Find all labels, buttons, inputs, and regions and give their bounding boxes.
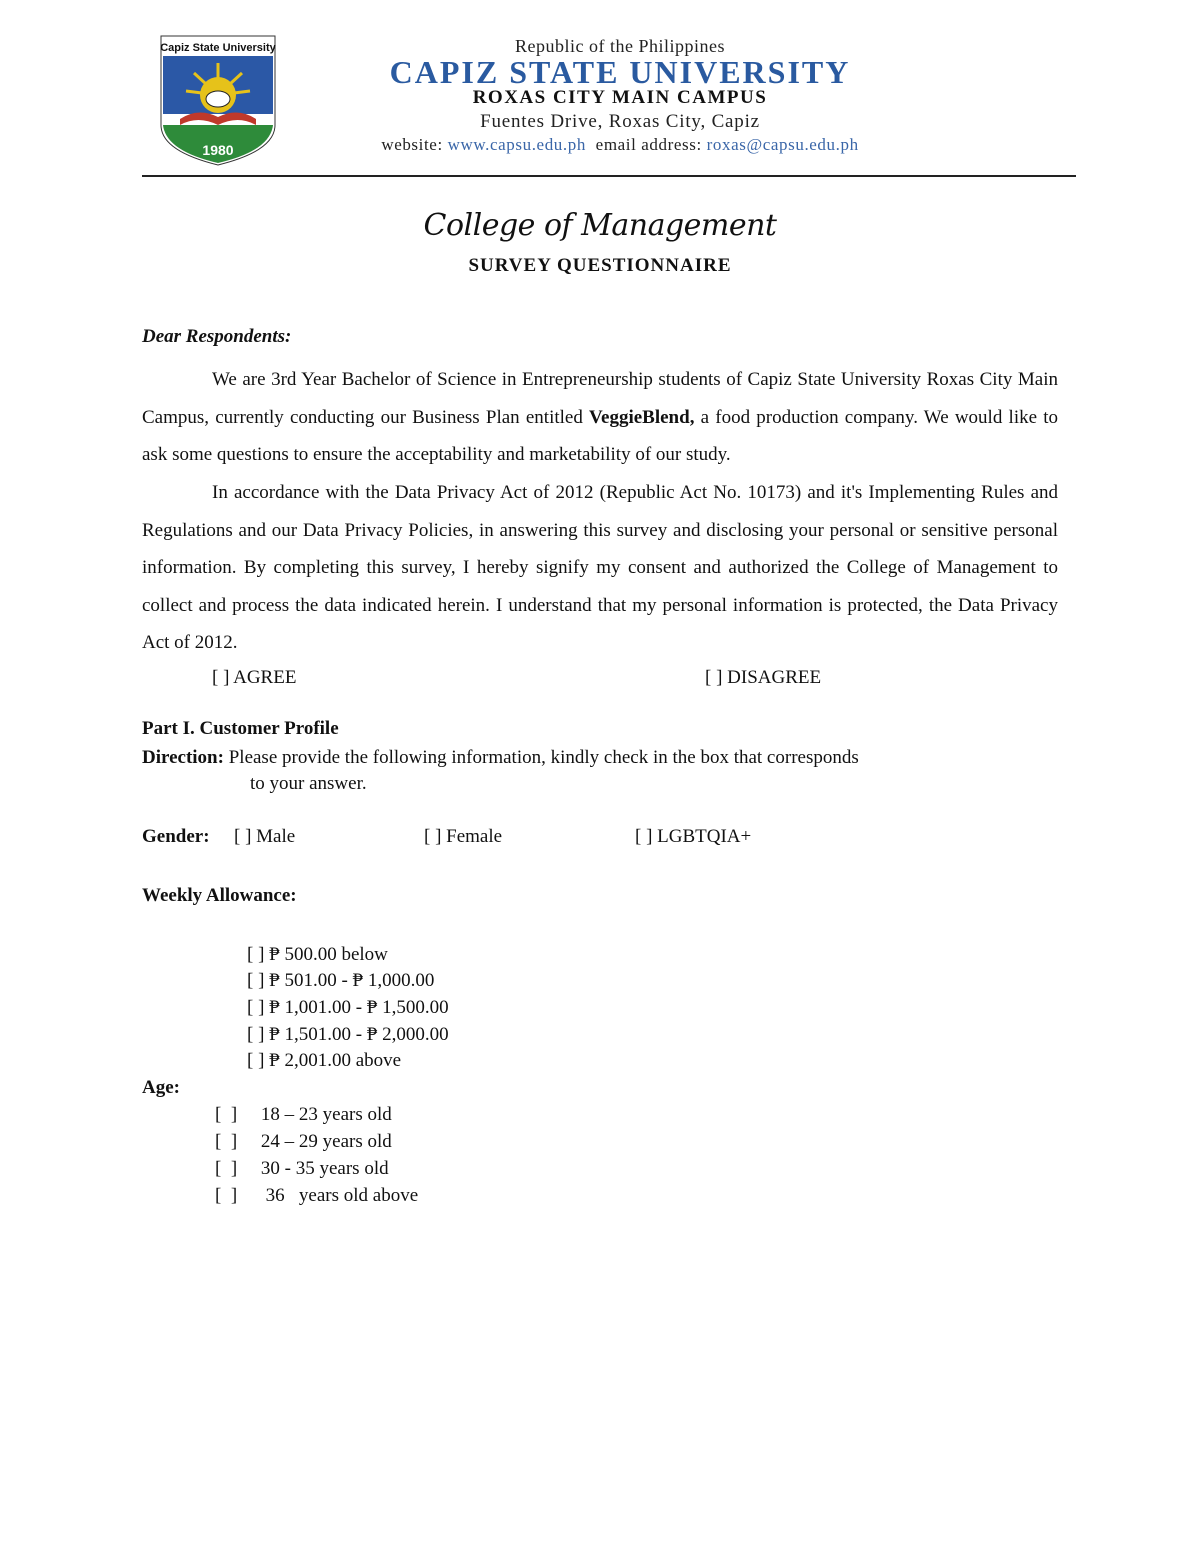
- direction-line2: to your answer.: [250, 773, 367, 794]
- allowance-option[interactable]: [ ] ₱ 500.00 below: [247, 944, 388, 965]
- allowance-option[interactable]: [ ] ₱ 1,001.00 - ₱ 1,500.00: [247, 997, 449, 1018]
- university-seal-logo: [158, 33, 278, 167]
- disagree-checkbox[interactable]: [ ] DISAGREE: [705, 667, 822, 688]
- business-name: VeggieBlend,: [589, 406, 695, 428]
- website-link[interactable]: www.capsu.edu.ph: [447, 135, 586, 154]
- direction-line1: Please provide the following information, kindly check in the box that corresponds: [223, 747, 859, 768]
- republic-line: Republic of the Philippines: [515, 36, 725, 56]
- allowance-option[interactable]: [ ] ₱ 1,501.00 - ₱ 2,000.00: [247, 1024, 449, 1045]
- document-title: SURVEY QUESTIONNAIRE: [468, 255, 732, 276]
- email-link[interactable]: roxas@capsu.edu.ph: [706, 135, 859, 154]
- gender-option-lgbtqia[interactable]: [ ] LGBTQIA+: [635, 826, 752, 847]
- intro-text-end: a food production company. We would like to ask some questions to ensure the acceptability and marketability of our study.: [142, 406, 1058, 465]
- email-label: email address:: [595, 135, 702, 154]
- direction-label: Direction:: [142, 747, 224, 768]
- university-name: CAPIZ STATE UNIVERSITY: [389, 54, 851, 90]
- gender-label: Gender:: [142, 826, 210, 847]
- greeting: Dear Respondents:: [142, 326, 292, 347]
- privacy-text: In accordance with the Data Privacy Act of 2012 (Republic Act No. 10173) and it's Implementing Rules and Regulations and our Data Privacy Policies, in answering this survey and disclosing your personal or sensitive personal information. By completing this survey, I hereby signify my consent and authorized the College of Management to collect and process the data indicated herein. I understand that my personal information is protected, the Data Privacy Act of 2012.: [142, 482, 1058, 653]
- header-divider: [142, 175, 1076, 177]
- age-label: Age:: [142, 1077, 180, 1098]
- privacy-paragraph: [142, 474, 1058, 662]
- campus-address: Fuentes Drive, Roxas City, Capiz: [480, 111, 760, 132]
- age-option[interactable]: [ ] 36 years old above: [215, 1185, 419, 1206]
- allowance-label: Weekly Allowance:: [142, 885, 297, 906]
- direction-text: [142, 745, 859, 797]
- intro-text-start: We are 3rd Year Bachelor of Science in Entrepreneurship students of Capiz State University Roxas City Main Campus, currently conducting our Business Plan entitled: [142, 369, 1058, 428]
- logo-text: Capiz State University: [160, 42, 276, 54]
- logo-year: 1980: [202, 142, 234, 158]
- campus-name: ROXAS CITY MAIN CAMPUS: [472, 87, 768, 108]
- website-label: website:: [381, 135, 443, 154]
- college-name: College of Management: [423, 208, 777, 243]
- intro-paragraph: [142, 361, 1058, 474]
- age-option[interactable]: [ ] 18 – 23 years old: [215, 1104, 392, 1125]
- section-title-part1: Part I. Customer Profile: [142, 718, 339, 739]
- age-option[interactable]: [ ] 24 – 29 years old: [215, 1131, 392, 1152]
- agree-checkbox[interactable]: [ ] AGREE: [212, 667, 297, 688]
- allowance-option[interactable]: [ ] ₱ 2,001.00 above: [247, 1050, 402, 1071]
- gender-option-male[interactable]: [ ] Male: [234, 826, 296, 847]
- allowance-option[interactable]: [ ] ₱ 501.00 - ₱ 1,000.00: [247, 970, 435, 991]
- age-option[interactable]: [ ] 30 - 35 years old: [215, 1158, 389, 1179]
- contact-line: [300, 135, 940, 155]
- gender-option-female[interactable]: [ ] Female: [424, 826, 503, 847]
